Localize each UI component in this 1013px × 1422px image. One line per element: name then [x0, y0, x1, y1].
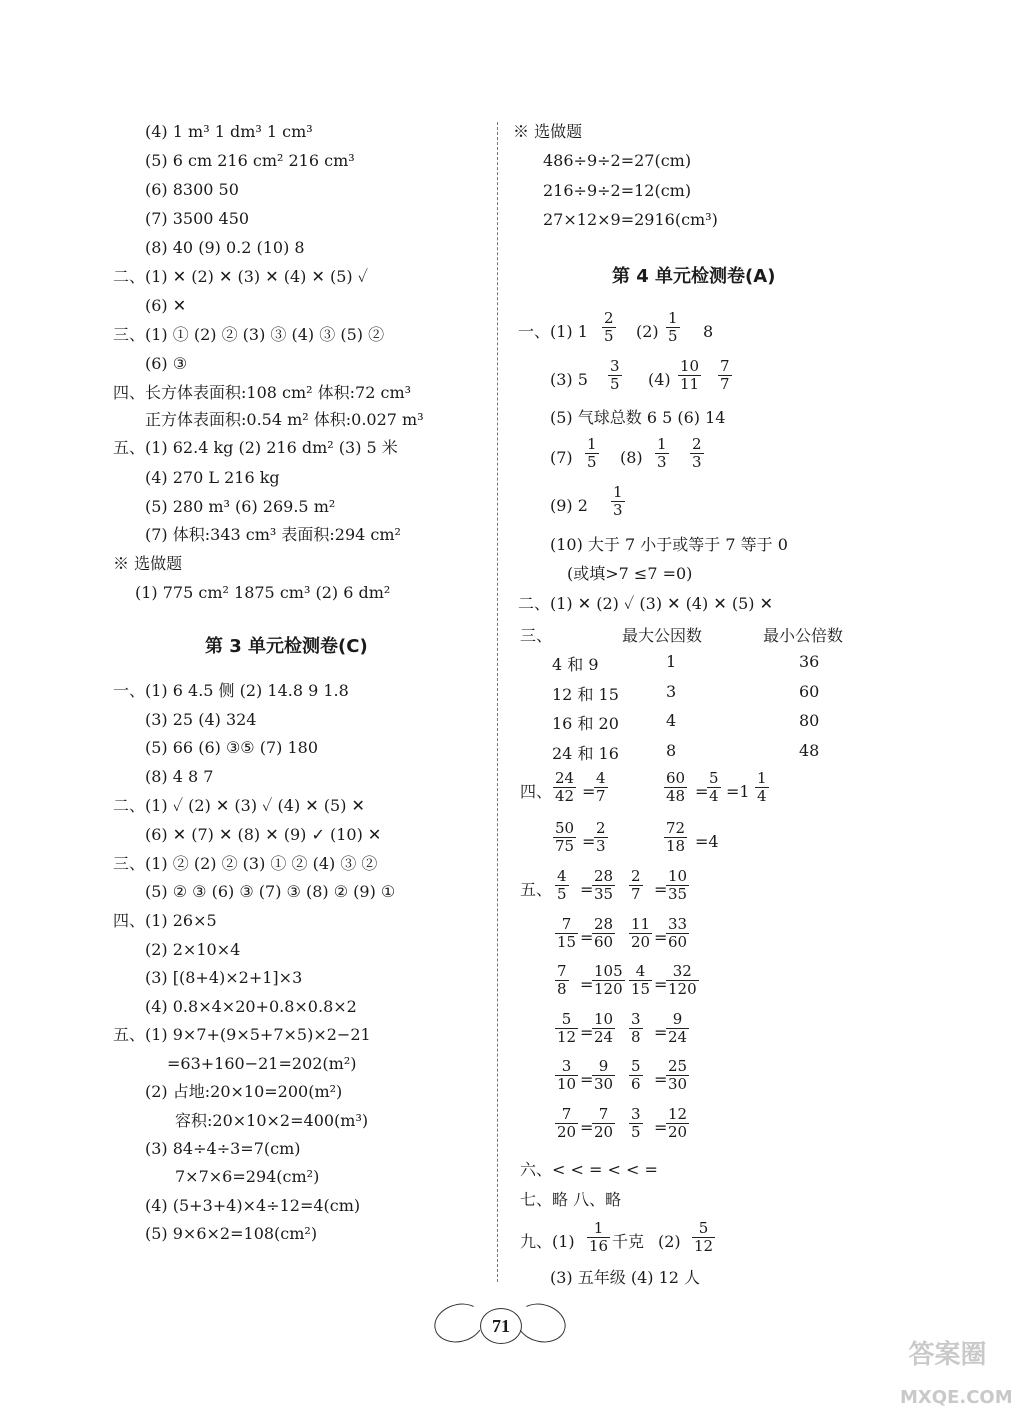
- fraction: [611, 484, 625, 519]
- denominator: 35: [594, 885, 614, 903]
- answer-line: 三、(1) ① (2) ② (3) ③ (4) ③ (5) ②: [113, 325, 385, 344]
- denominator: 20: [631, 932, 651, 951]
- fraction: [627, 1106, 645, 1141]
- fraction: [716, 358, 734, 393]
- numerator: 32: [666, 963, 699, 981]
- fraction: [666, 963, 699, 998]
- denominator: 60: [594, 932, 614, 951]
- answer-line: 九、(1): [520, 1232, 575, 1251]
- table-cell: 60: [799, 681, 820, 701]
- fraction: [627, 916, 654, 951]
- fraction: [627, 1058, 645, 1093]
- numerator: 50: [555, 819, 575, 837]
- numerator: 72: [666, 819, 686, 837]
- fraction: [553, 820, 576, 855]
- denominator: 24: [594, 1027, 614, 1046]
- denominator: 20: [668, 1122, 688, 1141]
- answer-line: =: [654, 1117, 668, 1137]
- answer-line: (4) 0.8×4×20+0.8×0.8×2: [145, 997, 357, 1016]
- numerator: 24: [555, 769, 575, 787]
- numerator: 28: [594, 914, 614, 933]
- fraction: [590, 1058, 617, 1093]
- answer-line: 7×7×6=294(cm²): [175, 1167, 320, 1186]
- answer-line: (9) 2: [550, 496, 588, 515]
- answer-line: =: [580, 880, 594, 899]
- denominator: 30: [594, 1075, 614, 1093]
- answer-line: =: [580, 1070, 594, 1089]
- answer-line: ※ 选做题: [113, 554, 183, 573]
- denominator: 3: [596, 837, 606, 855]
- fraction: [707, 770, 721, 805]
- numerator: 5: [631, 1057, 641, 1075]
- fraction: [705, 770, 723, 805]
- fraction: [664, 1011, 691, 1046]
- fraction: [553, 963, 571, 998]
- answer-line: 8: [703, 322, 714, 341]
- answer-line: (6) ③: [145, 354, 188, 373]
- table-cell: 24 和 16: [552, 743, 619, 763]
- numerator: 4: [629, 963, 652, 981]
- answer-line: 容积:20×10×2=400(m³): [175, 1111, 369, 1130]
- table-cell: 8: [666, 740, 677, 760]
- fraction: [690, 436, 704, 471]
- numerator: 7: [720, 357, 730, 375]
- fraction: [664, 868, 691, 903]
- denominator: 7: [596, 787, 606, 805]
- denominator: 48: [666, 787, 686, 805]
- answer-line: (7) 3500 450: [145, 209, 250, 228]
- fraction: [590, 963, 627, 998]
- fraction: [629, 916, 652, 951]
- answer-line: =: [580, 975, 594, 994]
- numerator: 2: [631, 867, 641, 885]
- fraction: [666, 310, 680, 345]
- table-cell: 80: [799, 711, 820, 730]
- answer-line: 二、(1) ✕ (2) ✕ (3) ✕ (4) ✕ (5) ✓: [113, 267, 369, 286]
- numerator: 10: [680, 357, 700, 375]
- answer-line: (8) 4 8 7: [145, 767, 214, 786]
- fraction: [629, 1058, 643, 1093]
- fraction: [608, 358, 622, 393]
- numerator: 60: [666, 769, 686, 787]
- answer-line: (6) 8300 50: [145, 180, 239, 199]
- fraction: [753, 770, 771, 805]
- fraction: [592, 1058, 615, 1093]
- numerator: 7: [557, 962, 567, 980]
- numerator: 2: [692, 435, 702, 453]
- answer-line: 六、< < = < < =: [520, 1160, 658, 1179]
- table-cell: 1: [666, 652, 677, 671]
- numerator: 9: [592, 1058, 615, 1076]
- column-divider: [497, 122, 498, 1282]
- fraction: [609, 484, 627, 519]
- denominator: 5: [668, 327, 678, 345]
- answer-line: =: [654, 975, 668, 994]
- answer-line: (4) (5+3+4)×4÷12=4(cm): [145, 1196, 361, 1215]
- denominator: 120: [594, 980, 623, 998]
- answer-line: (3) [(8+4)×2+1]×3: [145, 968, 303, 987]
- numerator: 4: [596, 769, 606, 787]
- fraction: [555, 1011, 578, 1046]
- fraction: [553, 1058, 580, 1093]
- answer-line: 三、(1) ② (2) ② (3) ① ② (4) ③ ②: [113, 854, 378, 873]
- answer-line: 二、(1) ✕ (2) ✓ (3) ✕ (4) ✕ (5) ✕: [518, 594, 774, 613]
- numerator: 1: [757, 769, 767, 787]
- denominator: 3: [657, 453, 667, 471]
- denominator: 4: [709, 787, 719, 805]
- answer-line: (5) 9×6×2=108(cm²): [145, 1224, 318, 1243]
- fraction: [594, 770, 608, 805]
- fraction: [592, 770, 610, 805]
- fraction: [666, 916, 689, 951]
- answer-line: (6) ✕ (7) ✕ (8) ✕ (9) ✓ (10) ✕: [145, 825, 382, 844]
- fraction: [592, 1106, 615, 1141]
- numerator: 5: [555, 1011, 578, 1029]
- answer-line: 一、(1) 1: [518, 322, 588, 341]
- table-cell: 4: [666, 711, 677, 730]
- fraction: [585, 1220, 612, 1255]
- denominator: 75: [555, 837, 575, 855]
- table-cell: 36: [799, 652, 820, 671]
- fraction: [688, 436, 706, 471]
- fraction: [590, 1106, 617, 1141]
- fraction: [555, 916, 578, 951]
- denominator: 6: [631, 1075, 641, 1093]
- denominator: 15: [631, 980, 651, 998]
- numerator: 2: [596, 819, 606, 837]
- numerator: 1: [657, 435, 667, 453]
- fraction: [690, 1220, 717, 1255]
- answer-line: 五、: [520, 880, 553, 899]
- fraction: [585, 436, 599, 471]
- numerator: 9: [666, 1011, 689, 1029]
- answer-line: 四、: [520, 782, 553, 801]
- table-cell: 16 和 20: [552, 714, 619, 733]
- answer-line: (10) 大于 7 小于或等于 7 等于 0: [550, 535, 788, 554]
- answer-line: =: [582, 832, 596, 851]
- fraction: [755, 770, 769, 805]
- fraction: [718, 358, 732, 393]
- denominator: 5: [587, 453, 597, 471]
- table-cell: 12 和 15: [552, 684, 619, 704]
- numerator: 3: [555, 1058, 578, 1076]
- answer-line: (5) 280 m³ (6) 269.5 m²: [145, 497, 336, 516]
- fraction: [627, 1011, 645, 1046]
- answer-line: (8) 40 (9) 0.2 (10) 8: [145, 238, 305, 257]
- answer-line: =: [654, 1070, 668, 1089]
- numerator: 7: [555, 1106, 578, 1124]
- denominator: 18: [666, 837, 686, 855]
- answer-line: 五、(1) 9×7+(9×5+7×5)×2−21: [113, 1025, 371, 1044]
- denominator: 20: [594, 1122, 614, 1141]
- fraction: [662, 770, 689, 805]
- answer-line: (5) 6 cm 216 cm² 216 cm³: [145, 151, 355, 170]
- numerator: 7: [592, 1106, 615, 1124]
- fraction: [678, 358, 701, 393]
- answer-line: (2): [658, 1232, 681, 1251]
- answer-line: (2) 2×10×4: [145, 940, 241, 959]
- fraction: [666, 1106, 689, 1141]
- answer-line: (8): [620, 448, 643, 467]
- answer-line: (5) 气球总数 6 5 (6) 14: [550, 408, 726, 427]
- answer-line: (5) ② ③ (6) ③ (7) ③ (8) ② (9) ①: [145, 882, 396, 901]
- denominator: 7: [631, 885, 641, 903]
- fraction: [664, 310, 682, 345]
- denominator: 24: [668, 1027, 688, 1046]
- answer-line: 七、略 八、略: [520, 1190, 622, 1209]
- answer-line: =4: [695, 832, 719, 851]
- numerator: 12: [668, 1104, 688, 1123]
- answer-line: =: [654, 927, 668, 947]
- fraction: [590, 868, 617, 903]
- denominator: 15: [557, 932, 577, 951]
- fraction: [600, 310, 618, 345]
- answer-line: (3) 5: [550, 370, 588, 389]
- numerator: 7: [555, 916, 578, 934]
- answer-line: =: [580, 1117, 594, 1137]
- denominator: 4: [757, 787, 767, 805]
- answer-line: (5) 66 (6) ③⑤ (7) 180: [145, 738, 319, 757]
- fraction: [551, 820, 578, 855]
- numerator: 1: [587, 435, 597, 453]
- denominator: 12: [557, 1027, 577, 1046]
- numerator: 3: [631, 1009, 641, 1028]
- answer-line: ※ 选做题: [513, 122, 583, 141]
- fraction: [553, 770, 576, 805]
- answer-line: (6) ✕: [145, 296, 187, 315]
- numerator: 11: [631, 914, 651, 933]
- denominator: 8: [631, 1027, 641, 1046]
- table-label: 三、: [520, 626, 553, 645]
- section-title-unit3c: 第 3 单元检测卷(C): [205, 636, 368, 657]
- denominator: 3: [692, 453, 702, 471]
- fraction: [627, 868, 645, 903]
- numerator: 3: [610, 357, 620, 375]
- fraction: [629, 868, 643, 903]
- answer-line: (2): [636, 322, 659, 341]
- denominator: 11: [680, 375, 700, 393]
- numerator: 10: [594, 1009, 614, 1028]
- fraction: [627, 963, 654, 998]
- numerator: 105: [594, 962, 623, 980]
- denominator: 60: [668, 932, 688, 951]
- fraction: [629, 1106, 643, 1141]
- fraction: [666, 1058, 689, 1093]
- fraction: [664, 1106, 691, 1141]
- fraction: [664, 963, 701, 998]
- answer-line: (4): [648, 370, 671, 389]
- section-title-unit4a: 第 4 单元检测卷(A): [612, 266, 776, 287]
- table-cell: 48: [799, 740, 820, 760]
- numerator: 28: [594, 867, 614, 885]
- numerator: 2: [604, 309, 614, 327]
- fraction: [553, 1106, 580, 1141]
- answer-line: 一、(1) 6 4.5 侧 (2) 14.8 9 1.8: [113, 681, 349, 700]
- fraction: [629, 963, 652, 998]
- page-number: 71: [480, 1308, 522, 1344]
- fraction: [664, 770, 687, 805]
- denominator: 12: [694, 1237, 714, 1255]
- fraction: [662, 820, 689, 855]
- denominator: 35: [668, 885, 688, 903]
- fraction: [555, 1106, 578, 1141]
- answer-line: (1) 775 cm² 1875 cm³ (2) 6 dm²: [135, 583, 391, 602]
- answer-line: =: [695, 782, 709, 801]
- answer-line: (3) 五年级 (4) 12 人: [550, 1268, 701, 1287]
- answer-line: =63+160−21=202(m²): [167, 1054, 357, 1073]
- numerator: 1: [613, 483, 623, 501]
- numerator: 33: [668, 914, 688, 933]
- answer-line: (7) 体积:343 cm³ 表面积:294 cm²: [145, 525, 401, 544]
- answer-line: 正方体表面积:0.54 m² 体积:0.027 m³: [145, 410, 424, 429]
- answer-line: (2) 占地:20×10=200(m²): [145, 1082, 343, 1101]
- denominator: 7: [720, 375, 730, 393]
- fraction: [553, 916, 580, 951]
- fraction: [555, 868, 569, 903]
- table-header: 最大公因数: [622, 626, 703, 645]
- answer-line: (7): [550, 448, 573, 467]
- fraction: [592, 916, 615, 951]
- answer-line: 四、(1) 26×5: [113, 911, 217, 930]
- fraction: [602, 310, 616, 345]
- fraction: [592, 1011, 615, 1046]
- page-number-ornament: [430, 1296, 570, 1356]
- denominator: 3: [613, 501, 623, 519]
- denominator: 120: [668, 980, 697, 998]
- denominator: 20: [557, 1122, 577, 1141]
- answer-line: 千克: [612, 1232, 645, 1251]
- table-cell: 3: [666, 681, 677, 701]
- answer-line: 216÷9÷2=12(cm): [543, 181, 692, 200]
- fraction: [606, 358, 624, 393]
- answer-line: =: [580, 1022, 594, 1042]
- answer-line: =: [582, 782, 596, 801]
- fraction: [653, 436, 671, 471]
- answer-line: 486÷9÷2=27(cm): [543, 151, 692, 170]
- fraction: [592, 868, 615, 903]
- fraction: [692, 1220, 715, 1255]
- denominator: 5: [557, 885, 567, 903]
- answer-line: (3) 84÷4÷3=7(cm): [145, 1139, 301, 1158]
- numerator: 1: [587, 1220, 610, 1238]
- fraction: [553, 868, 571, 903]
- answer-line: (4) 270 L 216 kg: [145, 468, 280, 487]
- fraction: [664, 820, 687, 855]
- fraction: [666, 1011, 689, 1046]
- fraction: [676, 358, 703, 393]
- answer-line: =1: [726, 782, 750, 801]
- denominator: 5: [610, 375, 620, 393]
- fraction: [551, 770, 578, 805]
- fraction: [592, 820, 610, 855]
- fraction: [590, 916, 617, 951]
- fraction: [592, 963, 625, 998]
- fraction: [655, 436, 669, 471]
- answer-line: 五、(1) 62.4 kg (2) 216 dm² (3) 5 米: [113, 438, 398, 457]
- numerator: 4: [557, 867, 567, 885]
- fraction: [594, 820, 608, 855]
- table-header: 最小公倍数: [763, 626, 844, 645]
- fraction: [587, 1220, 610, 1255]
- numerator: 5: [709, 769, 719, 787]
- table-cell: 4 和 9: [552, 655, 599, 674]
- fraction: [664, 916, 691, 951]
- fraction: [590, 1011, 617, 1046]
- numerator: 25: [668, 1057, 688, 1075]
- denominator: 5: [631, 1122, 641, 1141]
- answer-line: 27×12×9=2916(cm³): [543, 210, 718, 229]
- numerator: 10: [668, 867, 688, 885]
- answer-line: =: [580, 927, 594, 947]
- answer-line: =: [654, 1022, 668, 1042]
- answer-line: (3) 25 (4) 324: [145, 710, 257, 729]
- fraction: [553, 1011, 580, 1046]
- denominator: 8: [557, 980, 567, 998]
- denominator: 5: [604, 327, 614, 345]
- fraction: [666, 868, 689, 903]
- answer-line: 四、长方体表面积:108 cm² 体积:72 cm³: [113, 383, 412, 402]
- denominator: 30: [668, 1075, 688, 1093]
- numerator: 1: [668, 309, 678, 327]
- denominator: 10: [557, 1075, 577, 1093]
- answer-line: (4) 1 m³ 1 dm³ 1 cm³: [145, 122, 313, 141]
- numerator: 3: [631, 1104, 641, 1123]
- answer-line: 二、(1) ✓ (2) ✕ (3) ✓ (4) ✕ (5) ✕: [113, 796, 365, 815]
- watermark-logo: 答案圈 MXQE.COM: [900, 1340, 1013, 1408]
- fraction: [629, 1011, 643, 1046]
- fraction: [555, 1058, 578, 1093]
- fraction: [555, 963, 569, 998]
- fraction: [664, 1058, 691, 1093]
- numerator: 5: [692, 1220, 715, 1238]
- fraction: [583, 436, 601, 471]
- answer-line: =: [654, 880, 668, 899]
- denominator: 16: [589, 1237, 609, 1255]
- denominator: 42: [555, 787, 575, 805]
- answer-line: (或填>7 ≤7 =0): [567, 564, 693, 583]
